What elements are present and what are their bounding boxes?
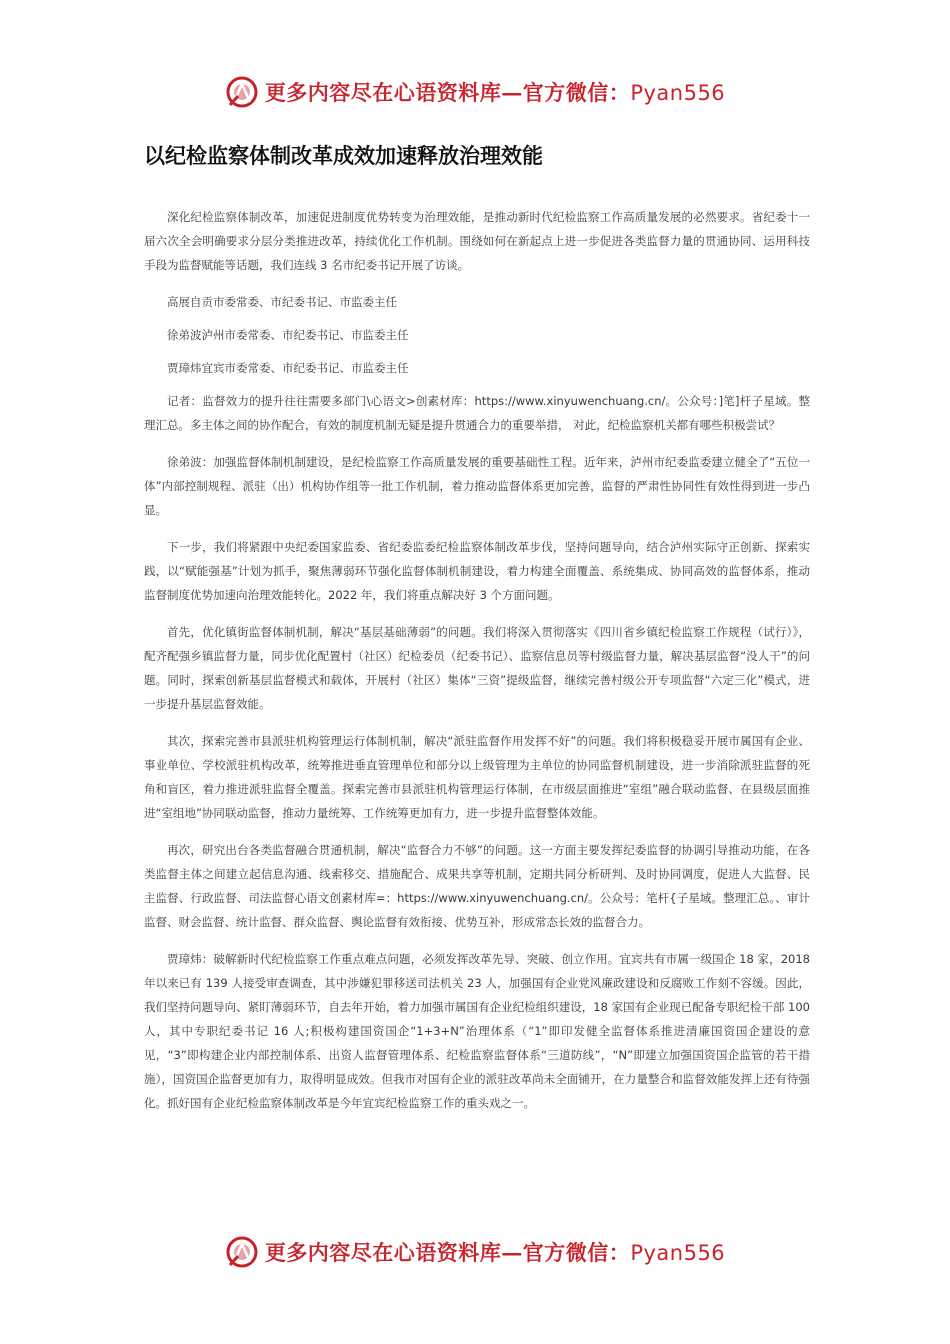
paragraph-answer-jia: 贾璋炜：破解新时代纪检监察工作重点难点问题，必须发挥改革先导、突破、创立作用。宜宾共有市属一级国企 18 家，2018 年以来已有 139 人接受审查调查，其中涉嫌犯罪移送司法机关 23 人，加强国有企业党风廉政建设和反腐败工作刻不容缓。因此，我们坚持问题导向、紧盯薄弱环节，自去年开始，着力加强市属国有企业纪检组织建设，18 家国有企业现已配备专职纪检干部 100 人，其中专职纪委书记 16 人;积极构建国资国企“1+3+N”治理体系（“1”即印发健全监督体系推进清廉国资国企建设的意见，“3”即构建企业内部控制体系、出资人监督管理体系、纪检监察监督体系“三道防线”，“N”即建立加强国资国企监管的若干措施），国资国企监督更加有力，取得明显成效。但我市对国有企业的派驻改革尚未全面铺开，在力量整合和监督效能发挥上还有待强化。抓好国有企业纪检监察体制改革是今年宜宾纪检监察工作的重头戏之一。 (144, 952, 810, 1110)
paragraph-third: 再次，研究出台各类监督融合贯通机制，解决“监督合力不够”的问题。这一方面主要发挥纪委监督的协调引导推动功能，在各类监督主体之间建立起信息沟通、线索移交、措施配合、成果共享等机制，定期共同分析研判、及时协同调度，促进人大监督、民主监督、行政监督、司法监督心语文创素材库=：https://www.xinyuwenchuang.cn/。公众号：笔杆{子星域。整理汇总。、审计监督、财会监督、统计监督、群众监督、舆论监督有效衔接、优势互补，形成常态长效的监督合力。 (144, 843, 810, 929)
banner-wechat-account: Pyan556 (630, 81, 726, 105)
banner-text (265, 77, 725, 107)
banner-slogan: 更多内容尽在心语资料库—官方微信： (264, 1240, 631, 1265)
paragraph-next-step: 下一步，我们将紧跟中央纪委国家监委、省纪委监委纪检监察体制改革步伐，坚持问题导向，结合泸州实际守正创新、探索实践，以“赋能强基”计划为抓手，聚焦薄弱环节强化监督体制机制建设，着力构建全面覆盖、系统集成、协同高效的监督体系，推动监督制度优势加速向治理效能转化。2022 年，我们将重点解决好 3 个方面问题。 (144, 540, 810, 602)
paragraph-question: 记者：监督效力的提升往往需要多部门\心语文>创素材库：https://www.xinyuwenchuang.cn/。公众号：]笔]杆子星域。整理汇总。多主体之间的协作配合，有效的制度机制无疑是提升贯通合力的重要举措， 对此，纪检监察机关都有哪些积极尝试？ (144, 394, 810, 432)
logo-icon (225, 1235, 259, 1269)
interviewee-2: 徐弟波泸州市委常委、市纪委书记、市监委主任 (167, 328, 409, 342)
footer-banner (0, 1230, 950, 1274)
logo-icon (225, 75, 259, 109)
paragraph-answer-xu: 徐弟波：加强监督体制机制建设，是纪检监察工作高质量发展的重要基础性工程。近年来，泸州市纪委监委建立健全了“五位一体”内部控制规程、派驻（出）机构协作组等一批工作机制，着力推动监督体系更加完善，监督的严肃性协同性有效性得到进一步凸显。 (144, 455, 810, 517)
paragraph-second: 其次，探索完善市县派驻机构管理运行体制机制，解决“派驻监督作用发挥不好”的问题。我们将积极稳妥开展市属国有企业、事业单位、学校派驻机构改革，统筹推进垂直管理单位和部分以上级管理为主单位的协同监督机制建设，进一步消除派驻监督的死角和盲区，着力推进派驻监督全覆盖。探索完善市县派驻机构管理运行体制，在市级层面推进“室组”融合联动监督、在县级层面推进“室组地”协同联动监督，推动力量统筹、工作统筹更加有力，进一步提升监督整体效能。 (144, 734, 810, 820)
article-body (144, 205, 810, 1128)
header-banner (0, 70, 950, 114)
banner-text (265, 1237, 725, 1267)
banner-slogan: 更多内容尽在心语资料库—官方微信： (264, 80, 631, 105)
paragraph-intro: 深化纪检监察体制改革，加速促进制度优势转变为治理效能，是推动新时代纪检监察工作高质量发展的必然要求。省纪委十一届六次全会明确要求分层分类推进改革，持续优化工作机制。围绕如何在新起点上进一步促进各类监督力量的贯通协同、运用科技手段为监督赋能等话题，我们连线 3 名市纪委书记开展了访谈。 (144, 210, 810, 272)
paragraph-first: 首先，优化镇街监督体制机制，解决“基层基础薄弱”的问题。我们将深入贯彻落实《四川省乡镇纪检监察工作规程（试行）》，配齐配强乡镇监督力量，同步优化配置村（社区）纪检委员（纪委书记）、监察信息员等村级监督力量，解决基层监督“没人干”的问题。同时，探索创新基层监督模式和载体，开展村（社区）集体“三资”提级监督，继续完善村级公开专项监督“六定三化”模式，进一步提升基层监督效能。 (144, 625, 810, 711)
banner-wechat-account: Pyan556 (630, 1241, 726, 1265)
interviewee-1: 高展自贡市委常委、市纪委书记、市监委主任 (167, 295, 397, 309)
article-title: 以纪检监察体制改革成效加速释放治理效能 (144, 144, 543, 168)
interviewee-3: 贾璋炜宜宾市委常委、市纪委书记、市监委主任 (167, 361, 409, 375)
